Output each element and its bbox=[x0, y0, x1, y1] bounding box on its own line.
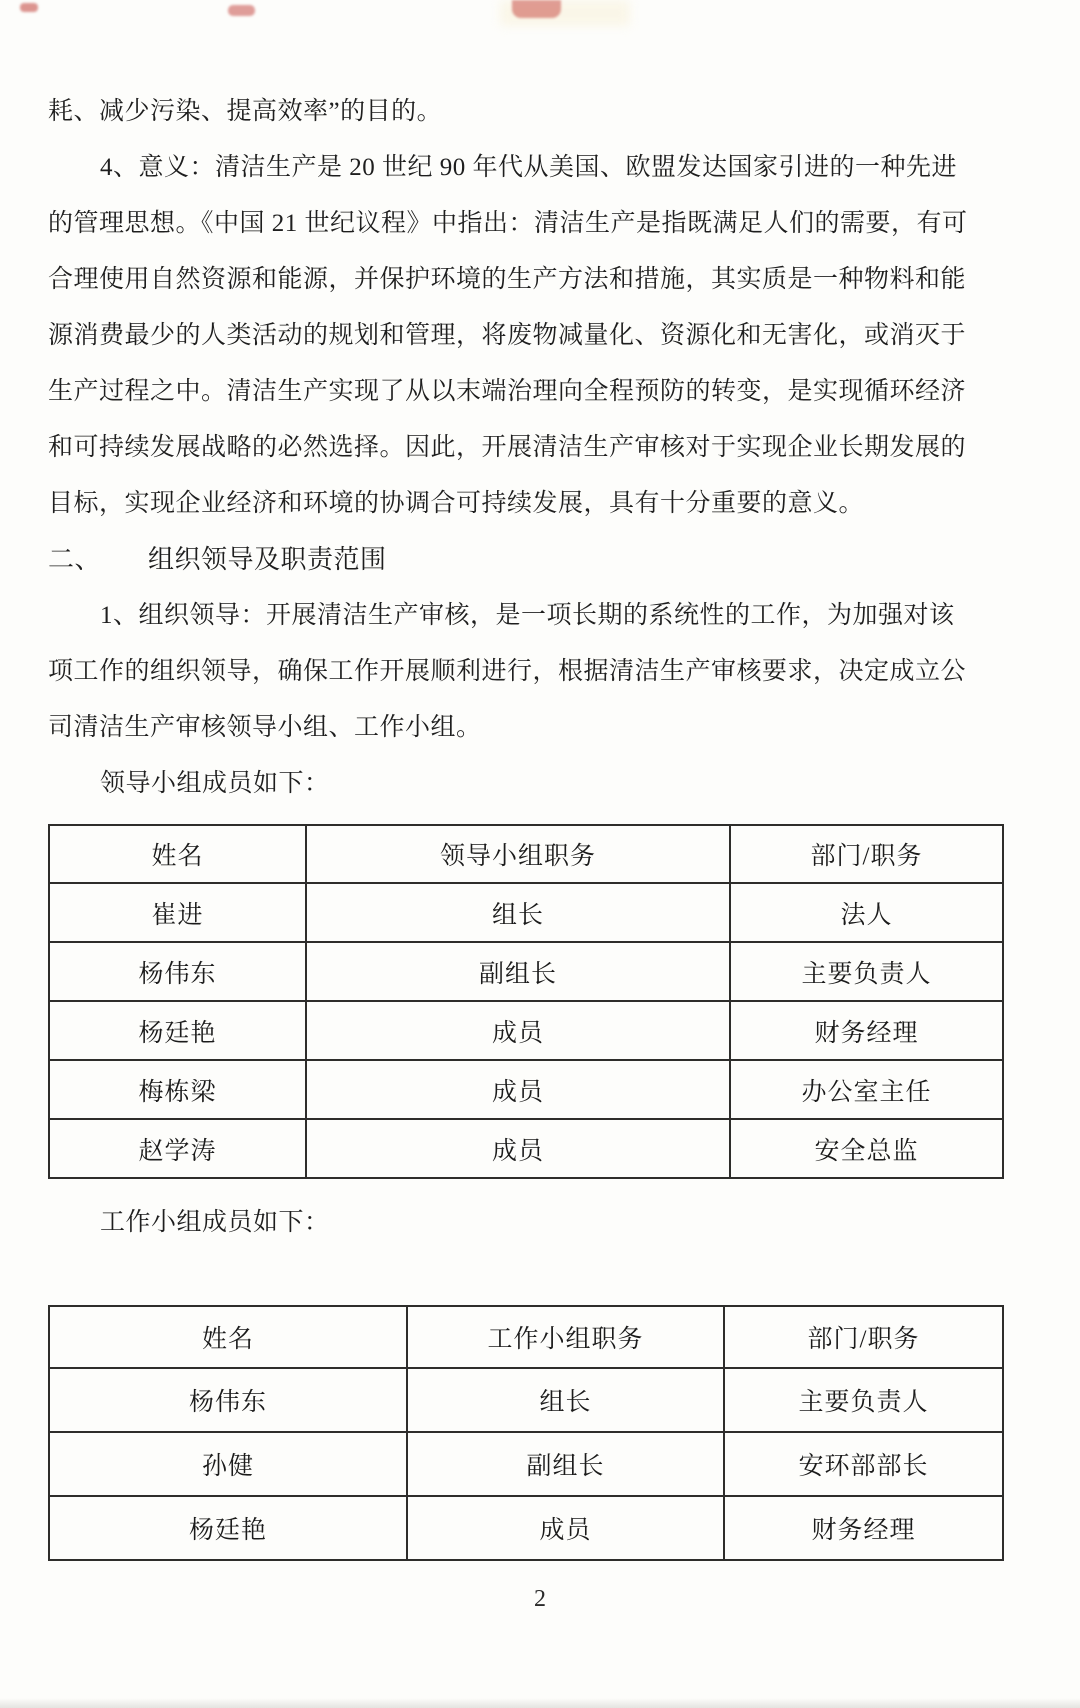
cell-name: 赵学涛 bbox=[49, 1119, 306, 1178]
section-heading bbox=[48, 532, 1002, 588]
cell-role: 成员 bbox=[306, 1060, 730, 1119]
cell-role: 成员 bbox=[306, 1119, 730, 1178]
scan-bottom-edge bbox=[0, 1698, 1080, 1708]
table-row bbox=[49, 1432, 1003, 1496]
header-cell-role: 领导小组职务 bbox=[306, 825, 730, 883]
header-cell-name: 姓名 bbox=[49, 825, 306, 883]
cell-name: 杨廷艳 bbox=[49, 1001, 306, 1060]
section-title: 组织领导及职责范围 bbox=[148, 545, 387, 574]
cell-role: 副组长 bbox=[306, 942, 730, 1001]
table-row bbox=[49, 1001, 1003, 1060]
cell-name: 孙健 bbox=[49, 1432, 407, 1496]
working-group-caption: 工作小组成员如下： bbox=[100, 1209, 330, 1236]
cell-role: 组长 bbox=[306, 883, 730, 942]
cell-name: 梅栋梁 bbox=[49, 1060, 306, 1119]
table-row bbox=[49, 883, 1003, 942]
cell-name: 杨廷艳 bbox=[49, 1496, 407, 1560]
section-marker: 二、 bbox=[48, 545, 102, 574]
body-line-5: 源消费最少的人类活动的规划和管理，将废物减量化、资源化和无害化，或消灭于 bbox=[48, 322, 967, 349]
cell-role: 副组长 bbox=[407, 1432, 724, 1496]
body-line-1: 耗、减少污染、提高效率”的目的。 bbox=[48, 98, 443, 125]
cell-dept: 安环部部长 bbox=[724, 1432, 1003, 1496]
cell-dept: 财务经理 bbox=[730, 1001, 1003, 1060]
cell-name: 杨伟东 bbox=[49, 942, 306, 1001]
body-line-8: 目标，实现企业经济和环境的协调合可持续发展，具有十分重要的意义。 bbox=[48, 490, 865, 517]
working-group-table bbox=[48, 1305, 1004, 1561]
cell-dept: 法人 bbox=[730, 883, 1003, 942]
cell-name: 崔进 bbox=[49, 883, 306, 942]
cell-dept: 安全总监 bbox=[730, 1119, 1003, 1178]
body-line-7: 和可持续发展战略的必然选择。因此，开展清洁生产审核对于实现企业长期发展的 bbox=[48, 434, 967, 461]
body-line-3: 的管理思想。《中国 21 世纪议程》中指出：清洁生产是指既满足人们的需要，有可 bbox=[48, 210, 968, 237]
red-ink-mark-3 bbox=[512, 0, 561, 18]
org-line-1: 1、组织领导：开展清洁生产审核，是一项长期的系统性的工作，为加强对该 bbox=[100, 602, 955, 629]
header-cell-name: 姓名 bbox=[49, 1306, 407, 1368]
cell-dept: 财务经理 bbox=[724, 1496, 1003, 1560]
header-cell-dept: 部门/职务 bbox=[730, 825, 1003, 883]
table-row bbox=[49, 1496, 1003, 1560]
cell-role: 组长 bbox=[407, 1368, 724, 1432]
table-header-row bbox=[49, 1306, 1003, 1368]
red-ink-mark-1 bbox=[20, 3, 38, 12]
cell-role: 成员 bbox=[306, 1001, 730, 1060]
page-number: 2 bbox=[534, 1586, 546, 1612]
table-row bbox=[49, 1119, 1003, 1178]
org-line-2: 项工作的组织领导，确保工作开展顺利进行，根据清洁生产审核要求，决定成立公 bbox=[48, 658, 967, 685]
table-header-row bbox=[49, 825, 1003, 883]
cell-dept: 办公室主任 bbox=[730, 1060, 1003, 1119]
org-line-3: 司清洁生产审核领导小组、工作小组。 bbox=[48, 714, 482, 741]
cell-dept: 主要负责人 bbox=[730, 942, 1003, 1001]
table-row bbox=[49, 1368, 1003, 1432]
table-row bbox=[49, 942, 1003, 1001]
header-cell-role: 工作小组职务 bbox=[407, 1306, 724, 1368]
leading-group-caption: 领导小组成员如下： bbox=[100, 770, 330, 797]
table-row bbox=[49, 1060, 1003, 1119]
red-ink-mark-2 bbox=[228, 5, 255, 16]
body-line-4: 合理使用自然资源和能源，并保护环境的生产方法和措施，其实质是一种物料和能 bbox=[48, 266, 967, 293]
cell-name: 杨伟东 bbox=[49, 1368, 407, 1432]
body-line-2: 4、意义：清洁生产是 20 世纪 90 年代从美国、欧盟发达国家引进的一种先进 bbox=[100, 154, 958, 181]
document-body bbox=[48, 84, 1002, 1561]
body-line-6: 生产过程之中。清洁生产实现了从以末端治理向全程预防的转变，是实现循环经济 bbox=[48, 378, 967, 405]
cell-role: 成员 bbox=[407, 1496, 724, 1560]
cell-dept: 主要负责人 bbox=[724, 1368, 1003, 1432]
header-cell-dept: 部门/职务 bbox=[724, 1306, 1003, 1368]
leading-group-table bbox=[48, 824, 1004, 1179]
